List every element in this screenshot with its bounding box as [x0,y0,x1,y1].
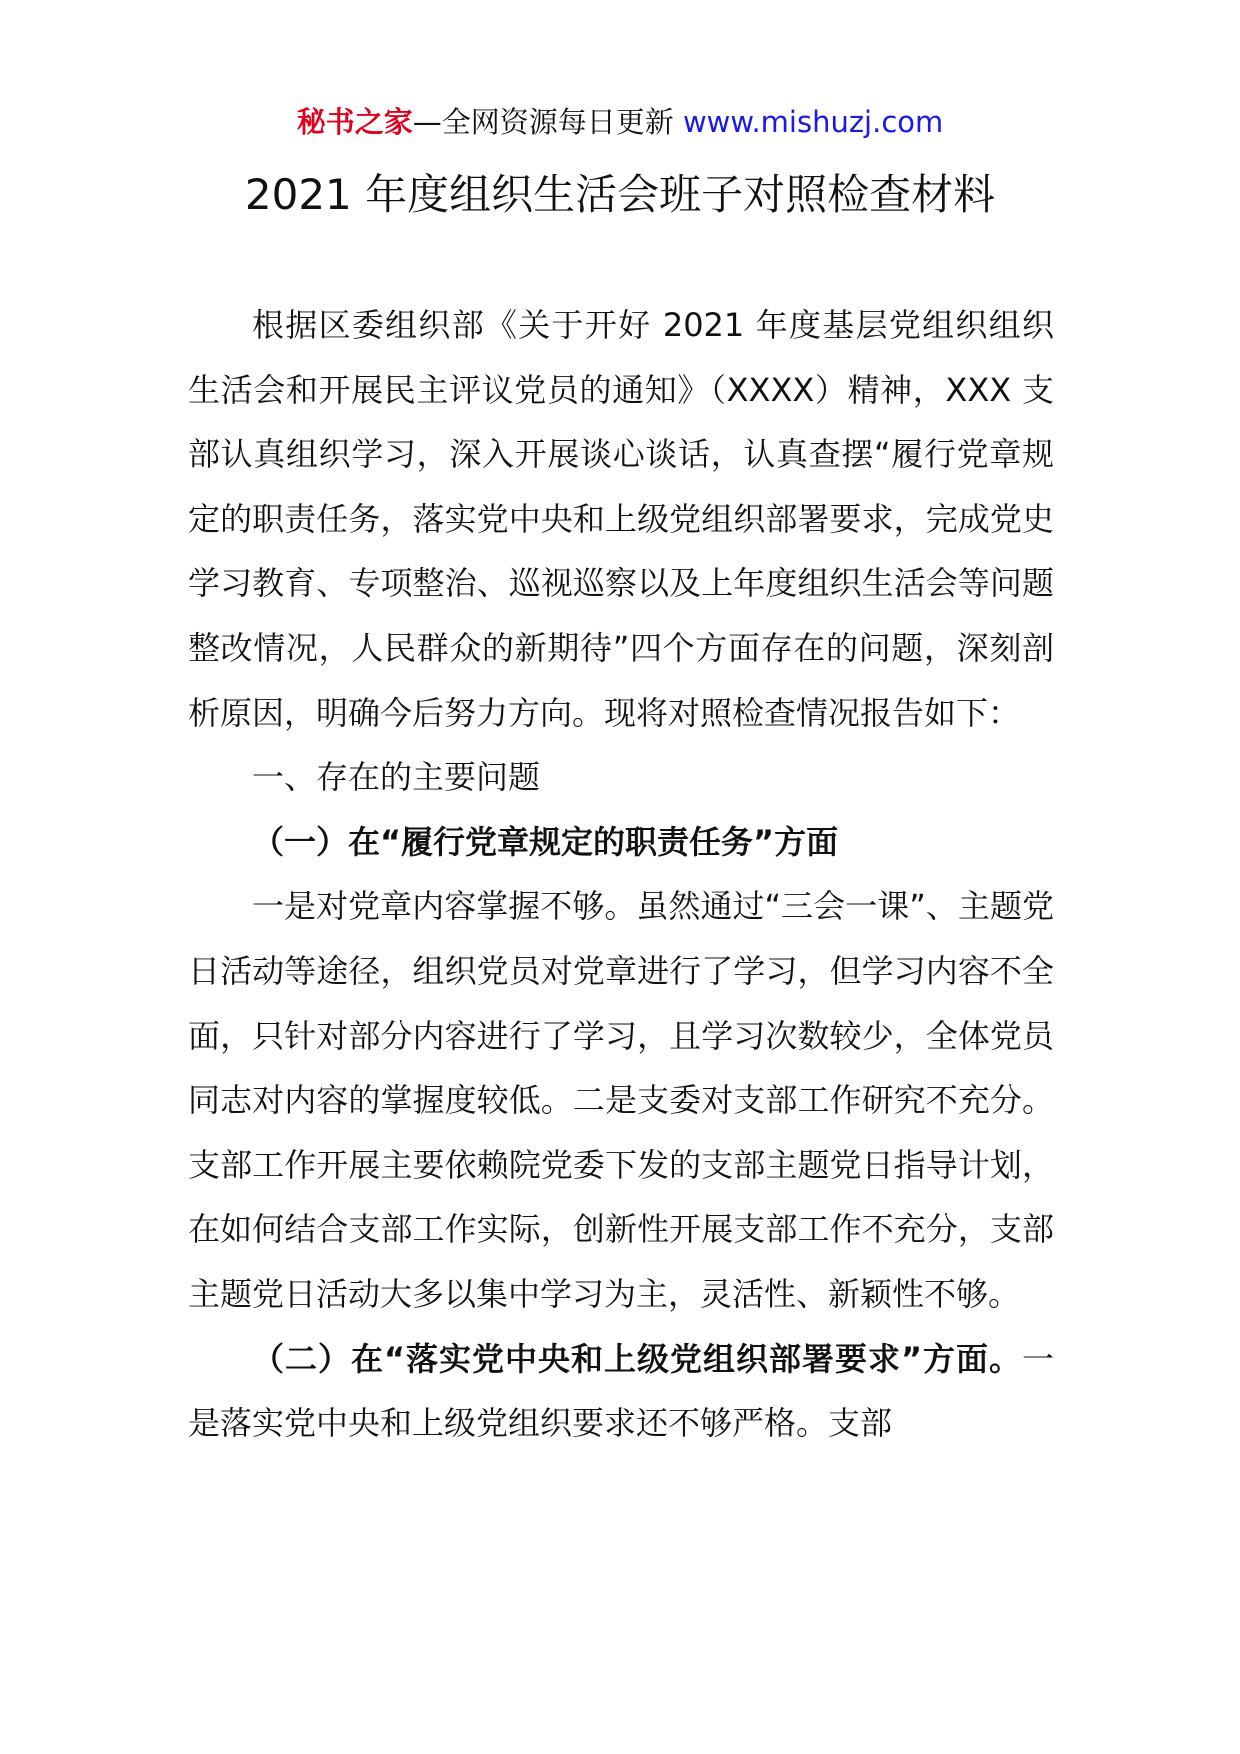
subsection-heading-2: （二）在“落实党中央和上级党组织部署要求”方面。 [252,1339,1022,1378]
site-header [0,98,1240,146]
subsection-body-2: 一是落实党中央和上级党组织要求还不够严格。支部 [188,1339,1054,1443]
document-title: 2021 年度组织生活会班子对照检查材料 [244,170,996,219]
intro-paragraph: 根据区委组织部《关于开好 2021 年度基层党组织组织生活会和开展民主评议党员的通知》（XXXX）精神，XXX 支部认真组织学习，深入开展谈心谈话，认真查摆“履行党章规定的职责任务，落实党中央和上级党组织部署要求，完成党史学习教育、专项整治、巡视巡察以及上年度组织生活会等问题整改情况，人民群众的新期待”四个方面存在的问题，深刻剖析原因，明确今后努力方向。现将对照检查情况报告如下： [188,306,1054,732]
subsection-paragraph-2 [188,1327,1054,1456]
document-body [188,293,1054,1456]
brand-name: 秘书之家 [296,105,413,139]
subsection-heading-1: （一）在“履行党章规定的职责任务”方面 [252,822,839,861]
site-url[interactable]: www.mishuzj.com [682,105,944,139]
section-heading: 一、存在的主要问题 [252,758,541,797]
header-slogan: —全网资源每日更新 [412,105,683,139]
subsection-body-1: 一是对党章内容掌握不够。虽然通过“三会一课”、主题党日活动等途径，组织党员对党章进行了学习，但学习内容不全面，只针对部分内容进行了学习，且学习次数较少，全体党员同志对内容的掌握度较低。二是支委对支部工作研究不充分。支部工作开展主要依赖院党委下发的支部主题党日指导计划，在如何结合支部工作实际，创新性开展支部工作不充分，支部主题党日活动大多以集中学习为主，灵活性、新颖性不够。 [188,887,1054,1313]
